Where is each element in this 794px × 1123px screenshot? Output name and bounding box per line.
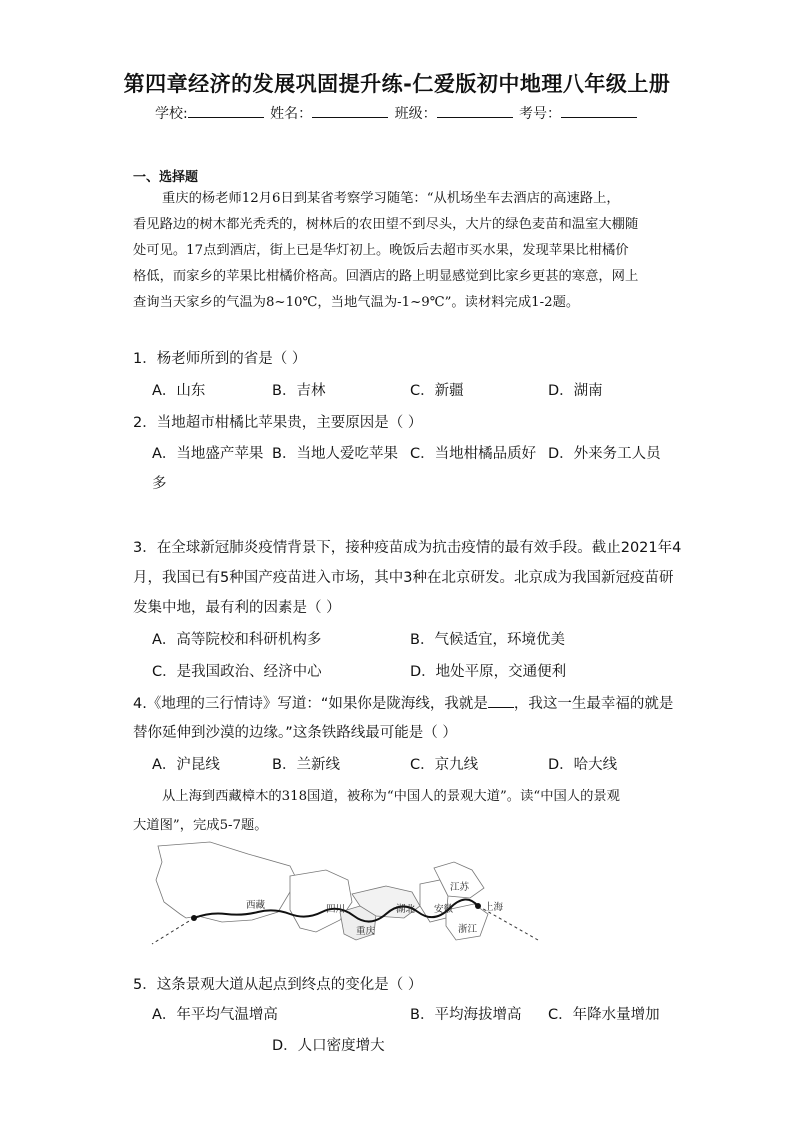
class-label: 班级：	[394, 106, 437, 122]
question-3-line: 发集中地，最有利的因素是（ ）	[133, 600, 341, 616]
passage1-line: 处可见。17点到酒店，街上已是华灯初上。晚饭后去超市买水果，发现苹果比柑橘价	[133, 243, 629, 258]
question-4-line1	[133, 692, 673, 713]
map-label-tibet: 西藏	[246, 900, 266, 911]
student-info-line	[0, 103, 794, 123]
passage1-line: 重庆的杨老师12月6日到某省考察学习随笔：“从机场坐车去酒店的高速路上，	[162, 191, 620, 206]
question-4-line2: 替你延伸到沙漠的边缘。”这条铁路线最可能是（ ）	[133, 725, 457, 741]
q1-option-c[interactable]: C．新疆	[410, 383, 464, 399]
exam-no-blank[interactable]	[561, 104, 637, 118]
passage1-line: 查询当天家乡的气温为8~10℃，当地气温为-1~9℃”。读材料完成1-2题。	[133, 295, 580, 310]
q2-option-d-wrap: 多	[152, 476, 167, 492]
map-label-hubei: 湖北	[396, 904, 416, 915]
passage1-line: 格低，而家乡的苹果比柑橘价格高。回酒店的路上明显感觉到比家乡更甚的寒意，网上	[133, 269, 639, 284]
route-map-svg	[150, 840, 550, 945]
q2-option-a[interactable]: A．当地盛产苹果	[152, 446, 264, 462]
question-5-stem: 5．这条景观大道从起点到终点的变化是（ ）	[133, 977, 423, 993]
question-2-stem: 2．当地超市柑橘比苹果贵，主要原因是（ ）	[133, 415, 423, 431]
q1-option-b[interactable]: B．吉林	[272, 383, 326, 399]
q3-option-a[interactable]: A．高等院校和科研机构多	[152, 632, 322, 648]
route-end-dot	[475, 903, 481, 909]
map-label-chongqing: 重庆	[356, 926, 376, 937]
q5-option-b[interactable]: B．平均海拔增高	[410, 1007, 522, 1023]
question-3-line: 3．在全球新冠肺炎疫情背景下，接种疫苗成为抗击疫情的最有效手段。截止2021年4	[133, 540, 682, 556]
q1-option-d[interactable]: D．湖南	[548, 383, 603, 399]
route-extension-west	[152, 918, 194, 944]
q1-option-a[interactable]: A．山东	[152, 383, 206, 399]
name-label: 姓名：	[270, 106, 313, 122]
q4-text-b: ，我这一生最幸福的就是	[513, 696, 674, 712]
q5-option-c[interactable]: C．年降水量增加	[548, 1007, 660, 1023]
q4-text-a: 4.《地理的三行情诗》写道：“如果你是陇海线，我就是	[133, 696, 488, 712]
route-318-map	[150, 840, 550, 945]
page-title: 第四章经济的发展巩固提升练-仁爱版初中地理八年级上册	[123, 72, 671, 96]
q4-option-d[interactable]: D．哈大线	[548, 757, 618, 773]
q4-blank[interactable]	[488, 695, 514, 708]
map-label-jiangsu: 江苏	[450, 882, 470, 893]
question-1-stem: 1．杨老师所到的省是（ ）	[133, 351, 307, 367]
class-blank[interactable]	[437, 104, 513, 118]
question-3-line: 月，我国已有5种国产疫苗进入市场，其中3种在北京研发。北京成为我国新冠疫苗研	[133, 570, 674, 586]
route-start-dot	[191, 915, 197, 921]
q5-option-d[interactable]: D．人口密度增大	[272, 1038, 385, 1054]
section-heading: 一、选择题	[133, 170, 199, 185]
q4-option-b[interactable]: B．兰新线	[272, 757, 340, 773]
school-blank[interactable]	[188, 104, 264, 118]
q4-option-c[interactable]: C．京九线	[410, 757, 479, 773]
map-label-sichuan: 四川	[326, 904, 346, 915]
map-label-anhui: 安徽	[434, 904, 454, 915]
q4-option-a[interactable]: A．沪昆线	[152, 757, 220, 773]
q3-option-d[interactable]: D．地处平原，交通便利	[410, 664, 567, 680]
q3-option-b[interactable]: B．气候适宜，环境优美	[410, 632, 565, 648]
passage2-line: 大道图”，完成5-7题。	[133, 818, 268, 833]
name-blank[interactable]	[312, 104, 388, 118]
q2-option-c[interactable]: C．当地柑橘品质好	[410, 446, 537, 462]
school-label: 学校:	[154, 106, 188, 122]
q5-option-a[interactable]: A．年平均气温增高	[152, 1007, 278, 1023]
map-label-zhejiang: 浙江	[458, 924, 478, 935]
q2-option-d[interactable]: D．外来务工人员	[548, 446, 661, 462]
q3-option-c[interactable]: C．是我国政治、经济中心	[152, 664, 322, 680]
q2-option-b[interactable]: B．当地人爱吃苹果	[272, 446, 398, 462]
exam-no-label: 考号：	[519, 106, 562, 122]
passage1-line: 看见路边的树木都光秃秃的，树林后的农田望不到尽头，大片的绿色麦苗和温室大棚随	[133, 217, 639, 232]
passage2-line: 从上海到西藏樟木的318国道，被称为“中国人的景观大道”。读“中国人的景观	[162, 789, 620, 804]
map-label-shanghai: 上海	[484, 902, 504, 913]
